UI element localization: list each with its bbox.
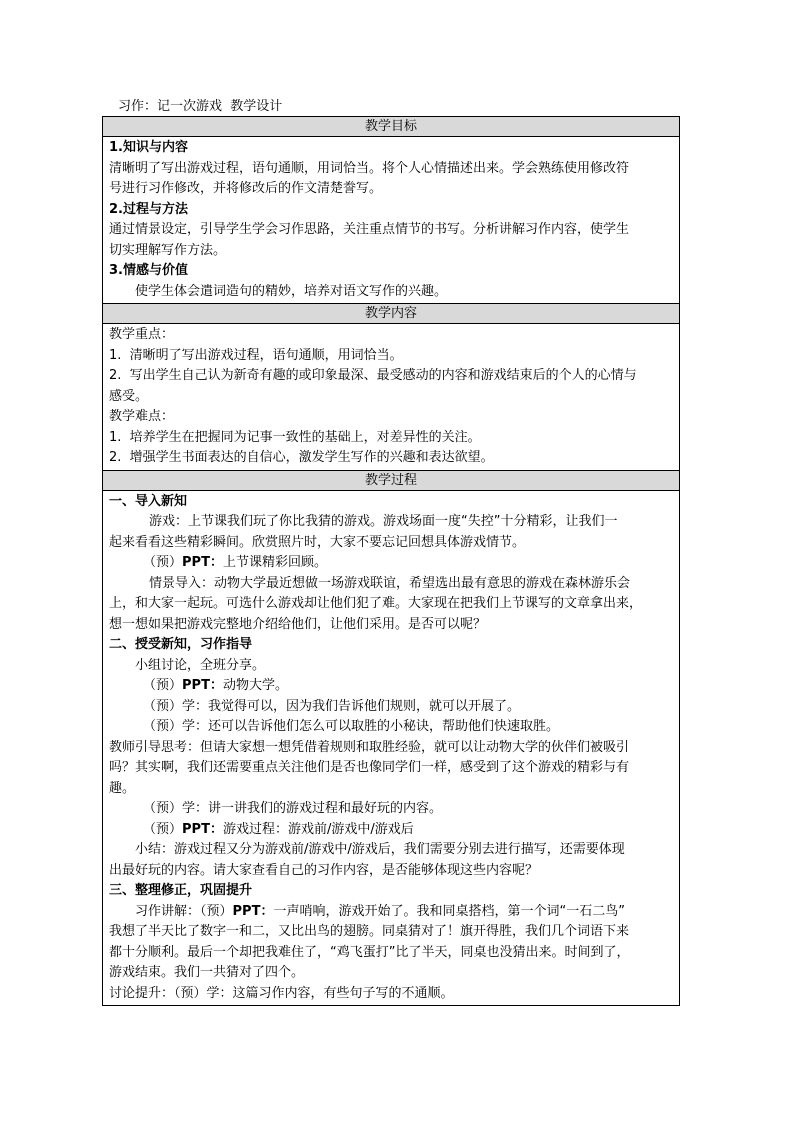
ppt-text: 游戏过程：游戏前/游戏中/游戏后 bbox=[222, 821, 414, 837]
section-heading-objectives: 教学目标 bbox=[103, 117, 680, 137]
ppt-line bbox=[109, 902, 673, 923]
process-text: （预）学：还可以告诉他们怎么可以取胜的小秘诀，帮助他们快速取胜。 bbox=[143, 719, 560, 734]
step-2-heading: 二、授受新知，习作指导 bbox=[109, 637, 253, 652]
ppt-text: 动物大学。 bbox=[222, 678, 288, 693]
difficulty-item: 1. 培养学生在把握同为记事一致性的基础上，对差异性的关注。 bbox=[109, 429, 481, 445]
process-text: 出最好玩的内容。请大家查看自己的习作内容，是否能够体现这些内容呢？ bbox=[109, 862, 539, 878]
process-text: 吗？其实啊，我们还需要重点关注他们是否也像同学们一样，感受到了这个游戏的精彩与有 bbox=[109, 760, 630, 775]
process-text: 趣。 bbox=[109, 780, 136, 796]
ppt-label: PPT： bbox=[232, 903, 274, 919]
process-text: 游戏：上节课我们玩了你比我猜的游戏。游戏场面一度“失控”十分精彩，让我们一 bbox=[149, 514, 618, 529]
emotion-heading: 3.情感与价值 bbox=[109, 263, 188, 278]
section-heading-content: 教学内容 bbox=[103, 304, 680, 324]
process-text: 想一想如果把游戏完整地介绍给他们，让他们采用。是否可以呢？ bbox=[109, 616, 487, 632]
process-text: 我想了半天比了数字一和二，又比出鸟的翅膀。同桌猜对了！旗开得胜，我们几个词语下来 bbox=[109, 924, 630, 939]
process-method-text: 切实理解写作方法。 bbox=[109, 242, 227, 258]
ppt-prefix: （预） bbox=[143, 555, 183, 570]
process-text: 讨论提升：（预）学：这篇习作内容，有些句子写的不通顺。 bbox=[109, 985, 454, 1001]
emotion-text: 使学生体会遣词造句的精妙，培养对语文写作的兴趣。 bbox=[135, 283, 448, 299]
process-text: 上，和大家一起玩。可选什么游戏却让他们犯了难。大家现在把我们上节课写的文章拿出来， bbox=[109, 596, 643, 611]
key-point-item: 1. 清晰明了写出游戏过程，语句通顺，用词恰当。 bbox=[109, 347, 403, 363]
content-cell bbox=[103, 324, 680, 471]
difficulties-heading: 教学难点： bbox=[109, 409, 175, 424]
process-text: （预）学：我觉得可以，因为我们告诉他们规则，就可以开展了。 bbox=[143, 698, 521, 714]
process-text: 游戏结束。我们一共猜对了四个。 bbox=[109, 965, 305, 980]
section-heading-process: 教学过程 bbox=[103, 470, 680, 490]
step-1-heading: 一、导入新知 bbox=[109, 493, 188, 509]
ppt-line bbox=[109, 553, 673, 574]
process-text: 起来看看这些精彩瞬间。欣赏照片时，大家不要忘记回想具体游戏情节。 bbox=[109, 534, 526, 550]
process-method-text: 通过情景设定，引导学生学会习作思路，关注重点情节的书写。分析讲解习作内容，使学生 bbox=[109, 222, 630, 237]
ppt-label: PPT： bbox=[182, 678, 223, 693]
document-title: 习作：记一次游戏 教学设计 bbox=[118, 99, 283, 114]
ppt-line bbox=[109, 676, 673, 697]
objectives-cell bbox=[103, 137, 680, 304]
difficulty-item: 2. 增强学生书面表达的自信心，激发学生写作的兴趣和表达欲望。 bbox=[109, 450, 494, 465]
ppt-line bbox=[109, 820, 673, 841]
ppt-label: PPT： bbox=[182, 555, 223, 570]
process-text: 小组讨论，全班分享。 bbox=[135, 657, 266, 673]
ppt-text: 上节课精彩回顾。 bbox=[222, 555, 327, 570]
ppt-prefix: （预） bbox=[143, 821, 183, 837]
process-cell bbox=[103, 490, 680, 1006]
key-point-item: 2. 写出学生自己认为新奇有趣的或印象最深、最受感动的内容和游戏结束后的个人的心情与 bbox=[109, 368, 637, 383]
ppt-prefix: （预） bbox=[143, 678, 183, 693]
process-text: 都十分顺利。最后一个却把我难住了，“鸡飞蛋打”比了半天，同桌也没猜出来。时间到了， bbox=[109, 944, 630, 960]
process-text: （预）学：讲一讲我们的游戏过程和最好玩的内容。 bbox=[143, 801, 443, 816]
knowledge-heading: 1.知识与内容 bbox=[109, 140, 188, 155]
lesson-plan-table bbox=[102, 116, 680, 1006]
ppt-text: 一声哨响，游戏开始了。我和同桌搭档，第一个词“一石二鸟” bbox=[273, 903, 625, 919]
ppt-label: PPT： bbox=[182, 821, 223, 837]
step-3-heading: 三、整理修正，巩固提升 bbox=[109, 883, 253, 898]
process-text: 小结：游戏过程又分为游戏前/游戏中/游戏后，我们需要分别去进行描写，还需要体现 bbox=[135, 842, 625, 857]
process-text: 情景导入：动物大学最近想做一场游戏联谊，希望选出最有意思的游戏在森林游乐会 bbox=[149, 575, 631, 591]
key-point-item: 感受。 bbox=[109, 388, 149, 404]
ppt-prefix: 习作讲解：（预） bbox=[135, 903, 233, 919]
process-method-heading: 2.过程与方法 bbox=[109, 201, 188, 217]
knowledge-text: 号进行习作修改，并将修改后的作文清楚誊写。 bbox=[109, 181, 383, 196]
process-text: 教师引导思考：但请大家想一想凭借着规则和取胜经验，就可以让动物大学的伙伴们被吸引 bbox=[109, 739, 630, 755]
knowledge-text: 清晰明了写出游戏过程，语句通顺，用词恰当。将个人心情描述出来。学会熟练使用修改符 bbox=[109, 160, 630, 176]
key-points-heading: 教学重点： bbox=[109, 327, 175, 342]
